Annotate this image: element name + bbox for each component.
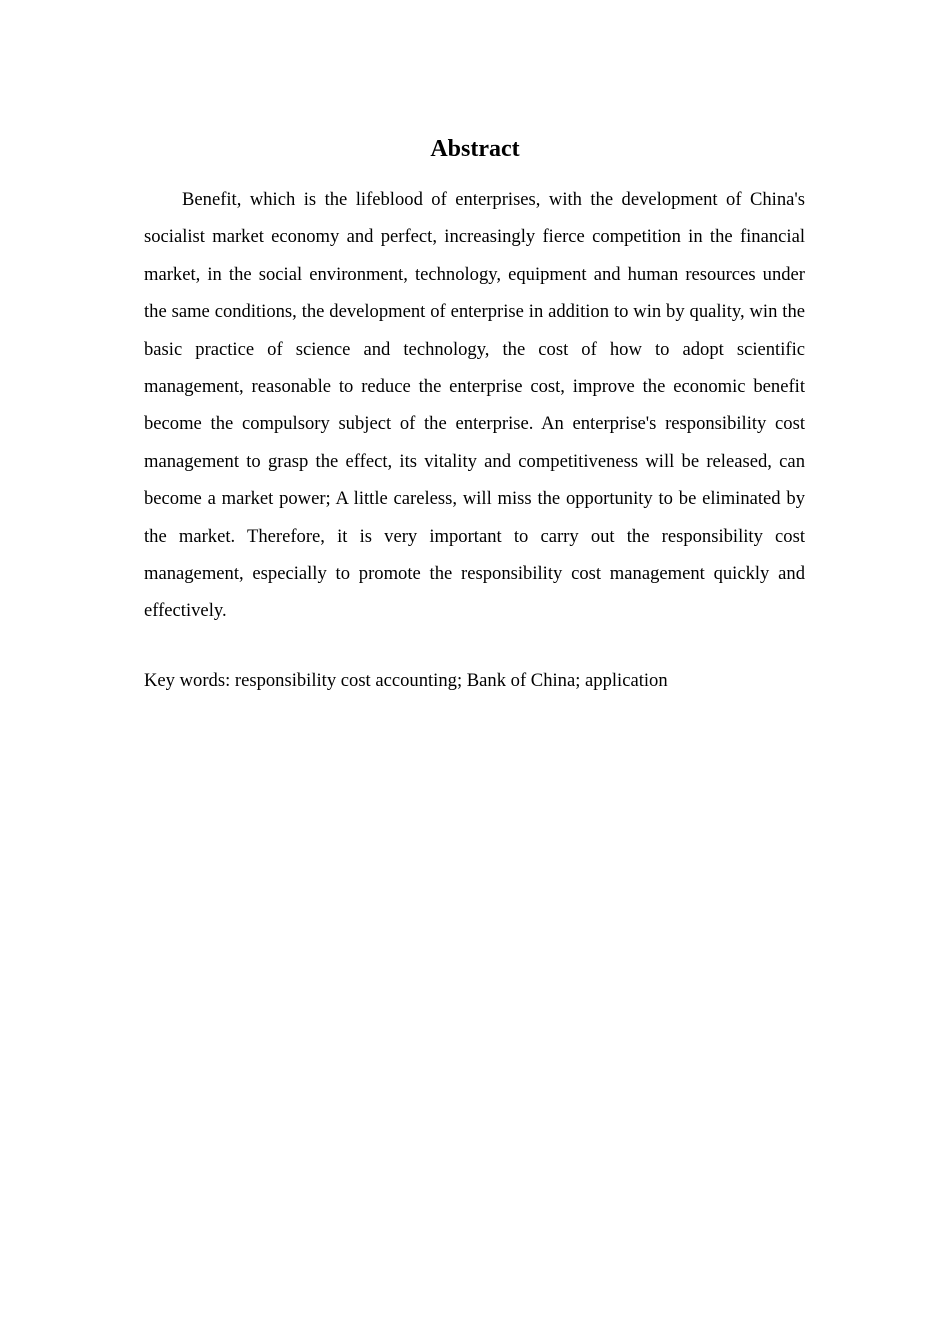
- abstract-body: Benefit, which is the lifeblood of enterprises, with the development of China's socialist market economy and perfect, increasingly fierce competition in the financial market, in the social environment, technology, equipment and human resources under the same conditions, the development of enterprise in addition to win by quality, win the basic practice of science and technology, the cost of how to adopt scientific management, reasonable to reduce the enterprise cost, improve the economic benefit become the compulsory subject of the enterprise. An enterprise's responsibility cost management to grasp the effect, its vitality and competitiveness will be released, can become a market power; A little careless, will miss the opportunity to be eliminated by the market. Therefore, it is very important to carry out the responsibility cost management, especially to promote the responsibility cost management quickly and effectively.: [144, 189, 805, 622]
- keywords-line: Key words: responsibility cost accounting; Bank of China; application: [144, 670, 668, 691]
- abstract-title: Abstract: [430, 136, 520, 162]
